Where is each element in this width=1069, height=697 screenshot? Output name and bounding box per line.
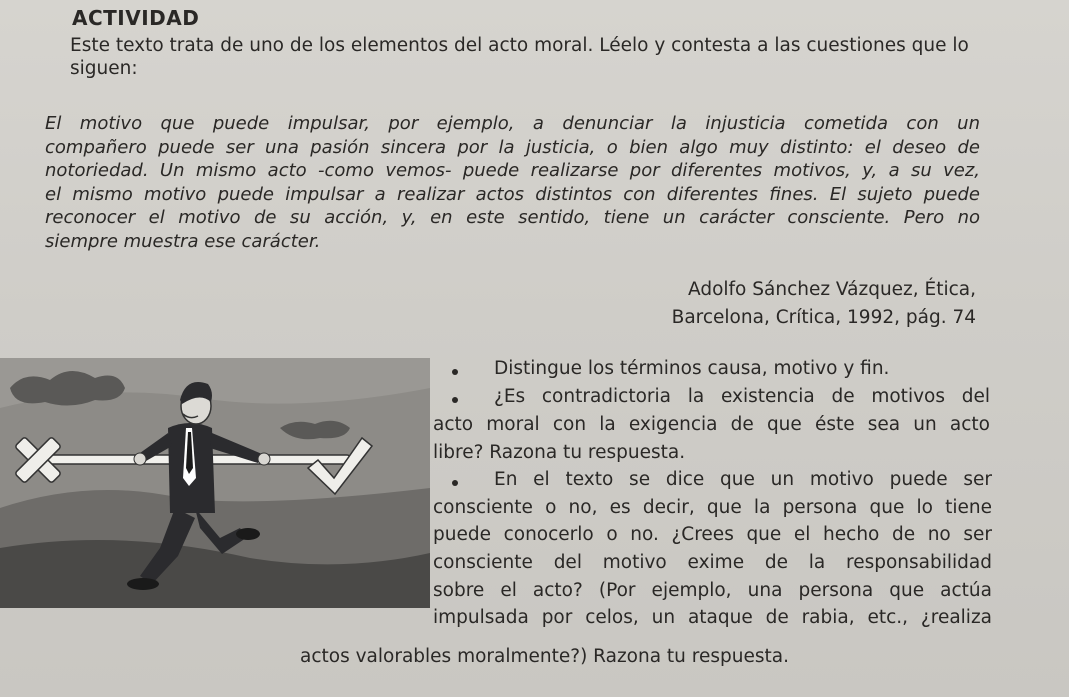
citation: [672, 276, 976, 332]
citation-author: Adolfo Sánchez Vázquez, Ética,: [688, 279, 976, 300]
quote-line: compañero puede ser una pasión sincera por la justicia, o bien algo muy distinto: el deseo de: [45, 136, 980, 158]
man-balancing-cross-check-icon: [0, 358, 430, 608]
question-3-line: puede conocerlo o no. ¿Crees que el hecho de no ser: [433, 524, 992, 545]
quote-line: El motivo que puede impulsar, por ejemplo, a denunciar la injusticia cometida con un: [45, 113, 980, 134]
balancing-man-illustration: [0, 358, 430, 608]
question-2-line: ¿Es contradictoria la existencia de motivos del: [494, 386, 990, 407]
citation-publisher: Barcelona, Crítica, 1992, pág. 74: [671, 307, 976, 328]
question-1: Distingue los términos causa, motivo y fin.: [494, 358, 890, 379]
activity-heading: ACTIVIDAD: [72, 6, 200, 30]
question-3-line: actos valorables moralmente?) Razona tu respuesta.: [300, 646, 789, 667]
question-3-line: sobre el acto? (Por ejemplo, una persona que actúa: [433, 580, 992, 601]
intro-text: Este texto trata de uno de los elementos del acto moral. Léelo y contesta a las cuestiones que lo siguen:: [70, 35, 969, 79]
question-2-line: libre? Razona tu respuesta.: [433, 442, 686, 463]
quote-line: el mismo motivo puede impulsar a realizar actos distintos con diferentes fines. El sujeto puede: [45, 183, 980, 205]
bullet-icon: [452, 397, 458, 403]
quote-line: notoriedad. Un mismo acto -como vemos- puede realizarse por diferentes motivos, y, a su vez,: [45, 160, 980, 181]
quote-line: siempre muestra ese carácter.: [45, 230, 321, 252]
question-3-line: consciente del motivo exime de la responsabilidad: [433, 552, 992, 573]
quote-block: [45, 112, 980, 253]
question-2-line: acto moral con la exigencia de que éste sea un acto: [433, 414, 990, 435]
question-3-line: En el texto se dice que un motivo puede ser: [494, 469, 992, 490]
question-3-line: impulsada por celos, un ataque de rabia, etc., ¿realiza: [433, 607, 992, 628]
question-3-line: consciente o no, es decir, que la persona que lo tiene: [433, 497, 992, 518]
bullet-icon: [452, 480, 458, 486]
bullet-icon: [452, 369, 458, 375]
quote-line: reconocer el motivo de su acción, y, en este sentido, tiene un carácter consciente. Pero no: [45, 207, 980, 228]
